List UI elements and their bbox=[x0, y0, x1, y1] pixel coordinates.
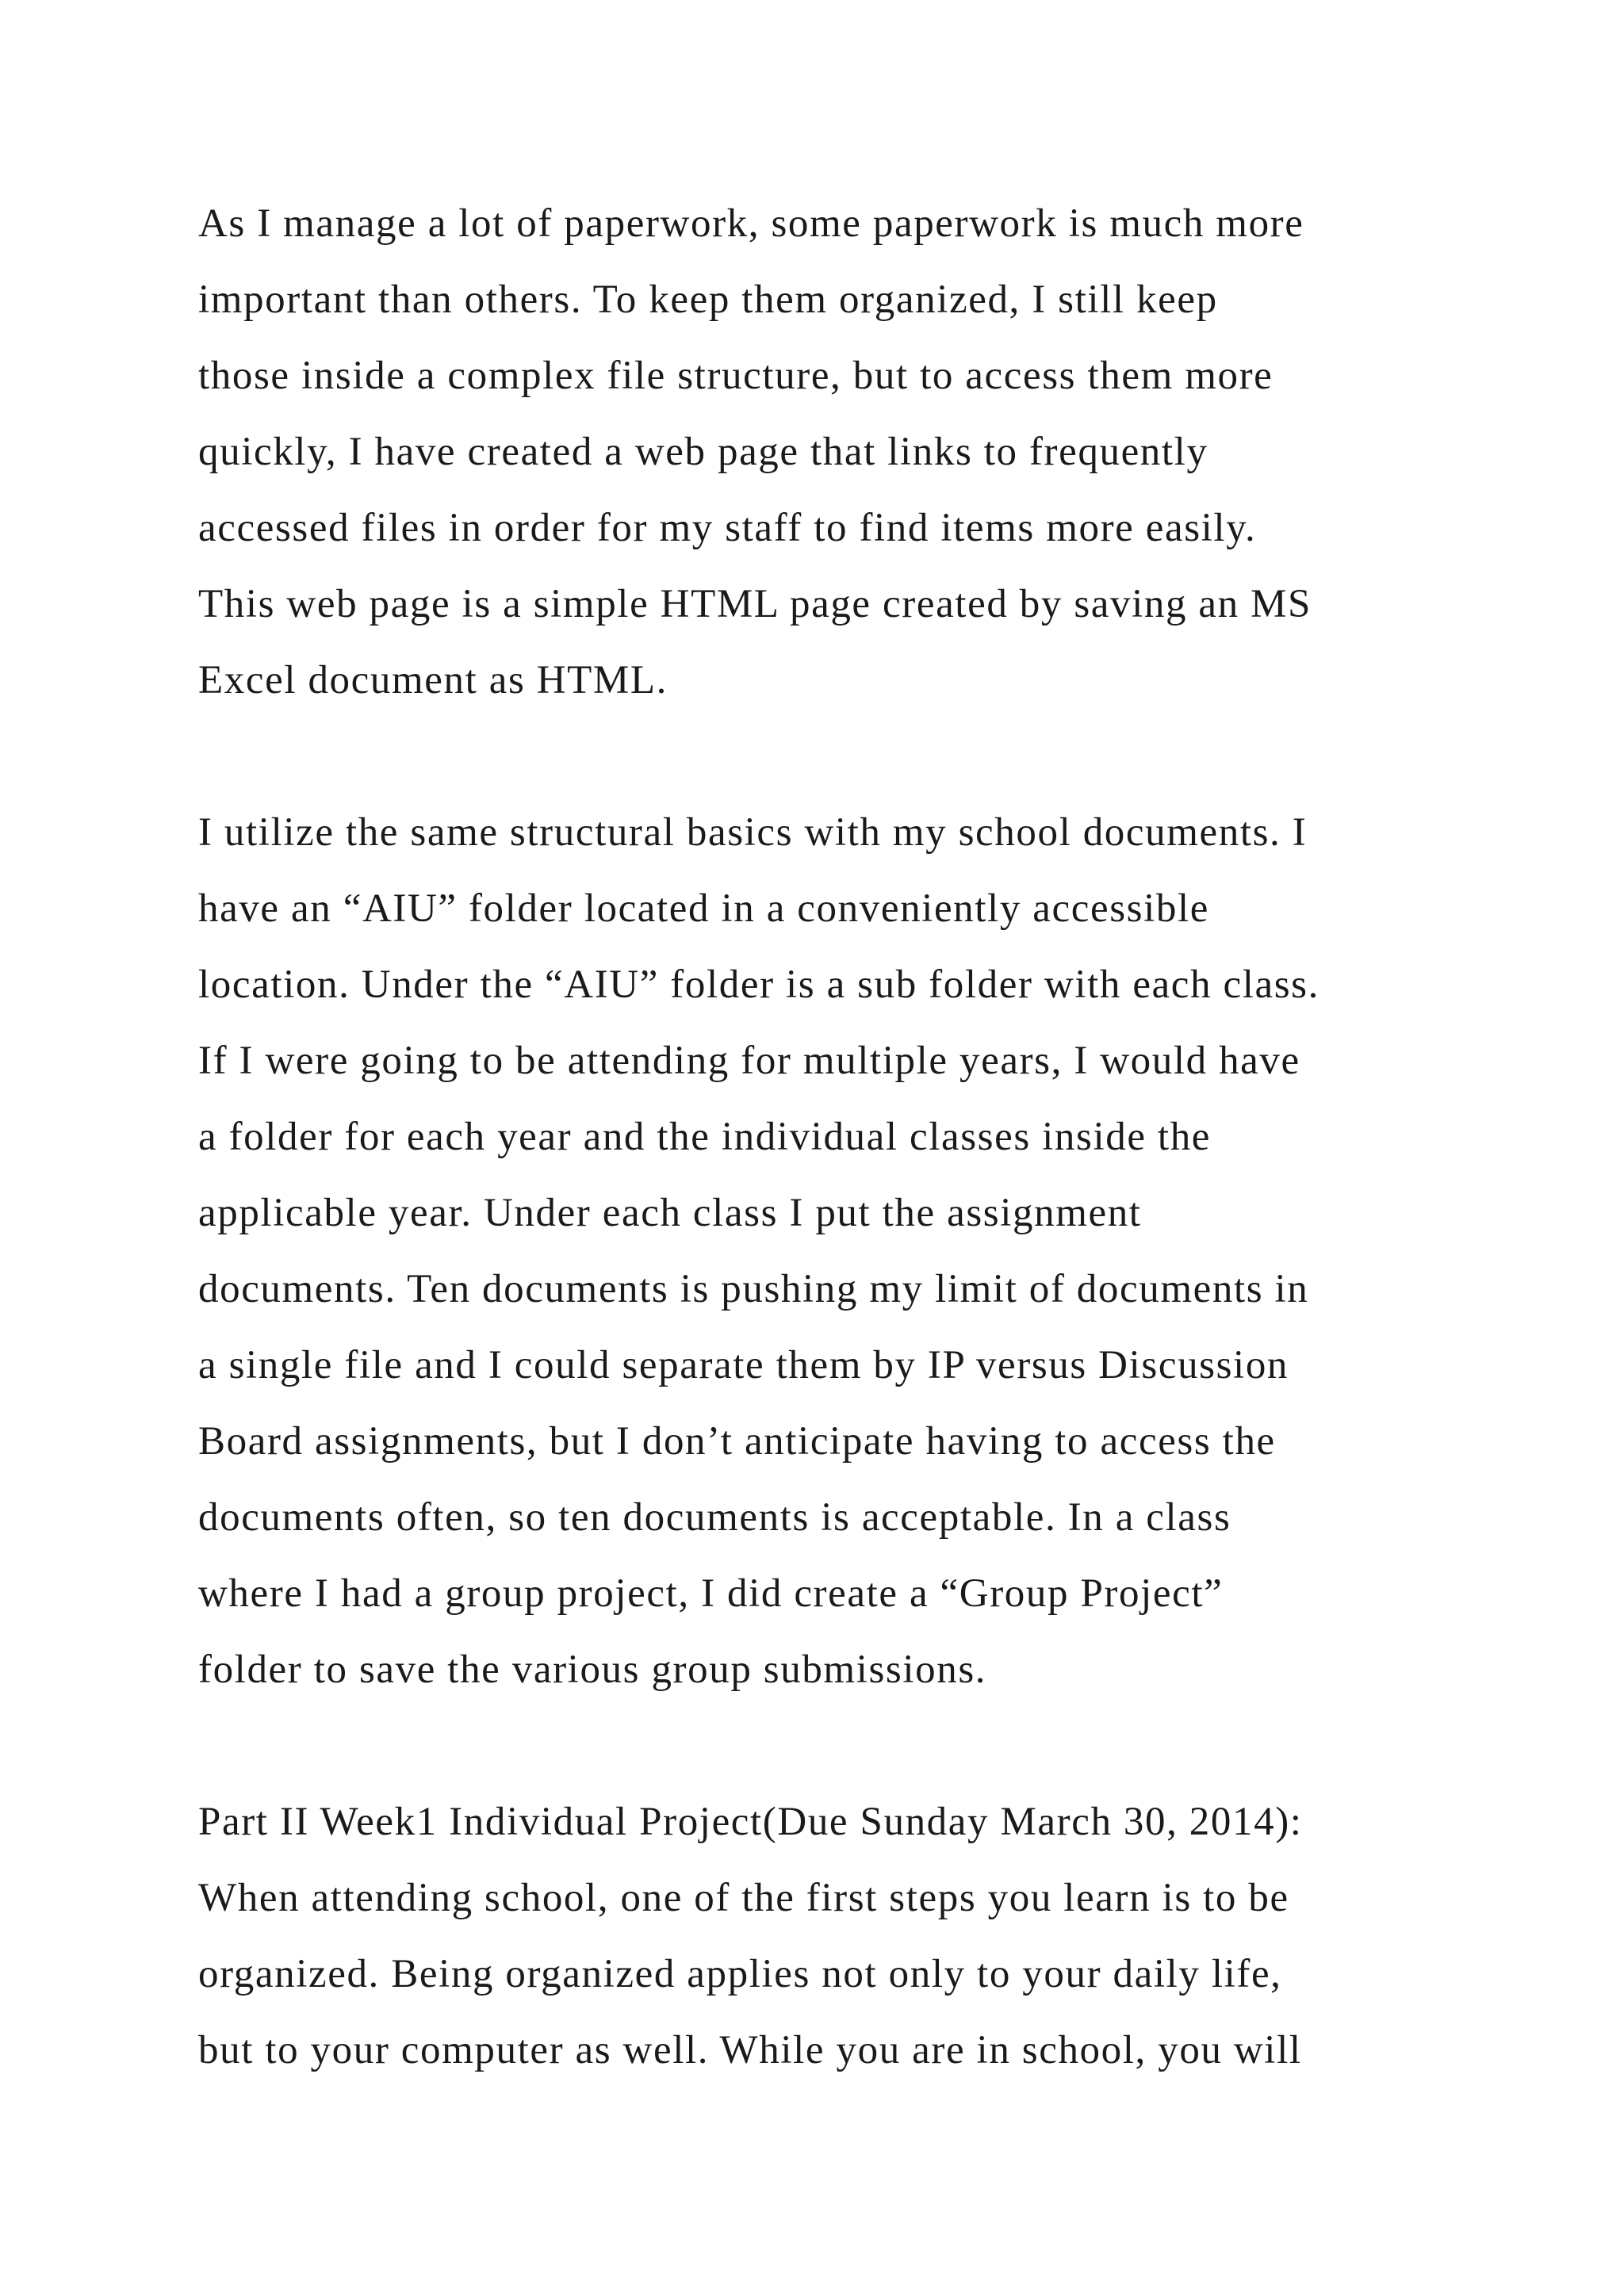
paragraph-line: those inside a complex file structure, but to access them more bbox=[198, 354, 1274, 398]
paragraph-line: have an “AIU” folder located in a conveniently accessible bbox=[198, 886, 1209, 931]
paragraph-line: documents. Ten documents is pushing my limit of documents in bbox=[198, 1267, 1309, 1311]
paragraph-line: but to your computer as well. While you are in school, you will bbox=[198, 2028, 1302, 2072]
paragraph-line: a folder for each year and the individual classes inside the bbox=[198, 1115, 1212, 1159]
paragraph-line: Excel document as HTML. bbox=[198, 658, 668, 702]
paragraph-line: applicable year. Under each class I put the assignment bbox=[198, 1191, 1142, 1235]
paragraph-line: I utilize the same structural basics with my school documents. I bbox=[198, 810, 1308, 855]
paragraph-line: documents often, so ten documents is acceptable. In a class bbox=[198, 1495, 1231, 1540]
paragraph-line: where I had a group project, I did create a “Group Project” bbox=[198, 1571, 1224, 1616]
paragraph-line: accessed files in order for my staff to find items more easily. bbox=[198, 506, 1257, 550]
paragraph-line: Part II Week1 Individual Project(Due Sunday March 30, 2014): bbox=[198, 1800, 1303, 1844]
paragraph-line: organized. Being organized applies not only to your daily life, bbox=[198, 1952, 1282, 1996]
paragraph-line: important than others. To keep them organized, I still keep bbox=[198, 277, 1218, 322]
paragraph-line: location. Under the “AIU” folder is a sub folder with each class. bbox=[198, 962, 1320, 1007]
paragraph-line: This web page is a simple HTML page created by saving an MS bbox=[198, 582, 1312, 626]
paragraph-line: a single file and I could separate them by IP versus Discussion bbox=[198, 1343, 1289, 1387]
paragraph-line: When attending school, one of the first steps you learn is to be bbox=[198, 1876, 1289, 1920]
paragraph-line: Board assignments, but I don’t anticipate having to access the bbox=[198, 1419, 1276, 1464]
paragraph-line: As I manage a lot of paperwork, some paperwork is much more bbox=[198, 201, 1304, 246]
paragraph-line: If I were going to be attending for multiple years, I would have bbox=[198, 1039, 1300, 1083]
paragraph-line: folder to save the various group submissions. bbox=[198, 1647, 987, 1692]
paragraph-line: quickly, I have created a web page that links to frequently bbox=[198, 430, 1208, 474]
